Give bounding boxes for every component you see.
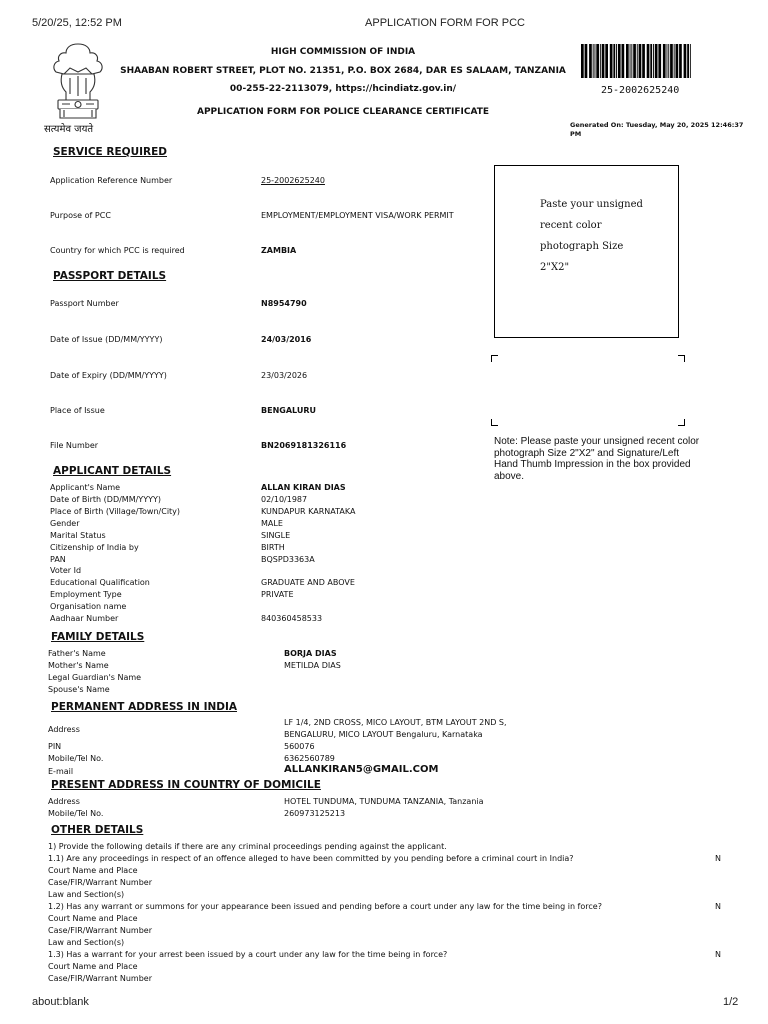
field-label: PIN	[48, 742, 62, 751]
field-label: Application Reference Number	[50, 176, 173, 185]
field-label: Country for which PCC is required	[50, 246, 185, 255]
field-label: Gender	[50, 519, 80, 528]
field-value: 840360458533	[261, 614, 323, 623]
barcode-bar	[687, 44, 689, 78]
barcode-bar	[650, 44, 652, 78]
field-label: Court Name and Place	[48, 866, 138, 875]
field-value: 6362560789	[284, 754, 335, 763]
field-label: Legal Guardian's Name	[48, 673, 142, 682]
barcode-bar	[605, 44, 608, 78]
field-value: BORJA DIAS	[284, 649, 337, 658]
field-value: BN2069181326116	[261, 441, 347, 450]
field-value: N8954790	[261, 299, 307, 308]
field-label: Court Name and Place	[48, 962, 138, 971]
barcode-bar	[589, 44, 592, 78]
barcode-bar	[602, 44, 605, 78]
field-label: Spouse's Name	[48, 685, 110, 694]
field-label: Passport Number	[50, 299, 119, 308]
field-value: 24/03/2016	[261, 335, 312, 344]
barcode-bar	[639, 44, 642, 78]
family-heading: FAMILY DETAILS	[51, 631, 145, 643]
photo-instruction-line: 2"X2"	[540, 262, 570, 273]
barcode-bar	[613, 44, 615, 78]
field-value: LF 1/4, 2ND CROSS, MICO LAYOUT, BTM LAYOUT 2ND S,	[284, 718, 507, 727]
field-value: PRIVATE	[261, 590, 294, 599]
signature-box-corner	[678, 355, 685, 362]
barcode-bar	[622, 44, 625, 78]
field-label: Marital Status	[50, 531, 106, 540]
signature-box-corner	[491, 355, 498, 362]
barcode-bar	[676, 44, 679, 78]
applicant-heading: APPLICANT DETAILS	[53, 465, 172, 477]
field-label: Mother's Name	[48, 661, 109, 670]
national-emblem-icon	[40, 38, 116, 134]
barcode-bar	[667, 44, 668, 78]
barcode-bar	[647, 44, 650, 78]
barcode-bar	[585, 44, 588, 78]
field-value: BENGALURU	[261, 406, 316, 415]
print-page-title: APPLICATION FORM FOR PCC	[365, 17, 525, 29]
barcode-bar	[655, 44, 658, 78]
field-label: Employment Type	[50, 590, 122, 599]
generated-on-continued: PM	[570, 130, 582, 138]
field-label: Case/FIR/Warrant Number	[48, 974, 153, 983]
field-label: Date of Expiry (DD/MM/YYYY)	[50, 371, 167, 380]
photo-note	[494, 436, 699, 482]
field-value: BQSPD3363A	[261, 555, 315, 564]
field-value: EMPLOYMENT/EMPLOYMENT VISA/WORK PERMIT	[261, 211, 454, 220]
field-label: Place of Issue	[50, 406, 105, 415]
field-value: ALLAN KIRAN DIAS	[261, 483, 346, 492]
barcode-bar	[595, 44, 596, 78]
field-label: Court Name and Place	[48, 914, 138, 923]
field-value: ALLANKIRAN5@GMAIL.COM	[284, 764, 439, 775]
barcode-image	[580, 44, 692, 78]
photo-note-line: photograph Size 2"X2" and Signature/Left	[494, 447, 680, 459]
barcode-bar	[684, 44, 687, 78]
question-1-1: 1.1) Are any proceedings in respect of an offence alleged to have been committed by you pending before a criminal court in India?	[48, 854, 574, 863]
barcode-bar	[653, 44, 654, 78]
field-label: Case/FIR/Warrant Number	[48, 878, 153, 887]
photo-instructions	[540, 194, 643, 278]
field-value: SINGLE	[261, 531, 291, 540]
field-value: 260973125213	[284, 809, 346, 818]
photo-note-line: Note: Please paste your unsigned recent color	[494, 436, 700, 447]
answer-1-3: N	[715, 950, 721, 959]
barcode-bar	[593, 44, 594, 78]
field-value: ZAMBIA	[261, 246, 297, 255]
field-label: E-mail	[48, 767, 74, 776]
barcode-bar	[658, 44, 661, 78]
field-value: GRADUATE AND ABOVE	[261, 578, 355, 587]
service-heading: SERVICE REQUIRED	[53, 146, 167, 158]
barcode-bar	[626, 44, 629, 78]
print-footer-url: about:blank	[32, 996, 89, 1008]
photo-instruction-line: photograph Size	[540, 241, 624, 252]
permanent-address-heading: PERMANENT ADDRESS IN INDIA	[51, 701, 238, 713]
barcode-bar	[668, 44, 669, 78]
field-label: Father's Name	[48, 649, 106, 658]
barcode-number: 25-2002625240	[601, 85, 680, 96]
print-page-number: 1/2	[723, 996, 739, 1008]
emblem-motto: सत्यमेव जयते	[44, 124, 94, 135]
barcode-bar	[618, 44, 621, 78]
barcode-bar	[616, 44, 617, 78]
field-label: Mobile/Tel No.	[48, 754, 104, 763]
other-details-heading: OTHER DETAILS	[51, 824, 144, 836]
barcode-bar	[630, 44, 631, 78]
other-intro: 1) Provide the following details if there are any criminal proceedings pending against the applicant.	[48, 842, 447, 851]
field-value: MALE	[261, 519, 283, 528]
barcode-bar	[690, 44, 691, 78]
photo-note-line: above.	[494, 470, 525, 482]
field-value: 23/03/2026	[261, 371, 308, 380]
field-label: Date of Birth (DD/MM/YYYY)	[50, 495, 161, 504]
field-value: METILDA DIAS	[284, 661, 341, 670]
barcode-bar	[674, 44, 675, 78]
answer-1-1: N	[715, 854, 721, 863]
field-label: PAN	[50, 555, 66, 564]
barcode-bar	[631, 44, 632, 78]
field-value: 560076	[284, 742, 315, 751]
field-label: Educational Qualification	[50, 578, 150, 587]
field-value: HOTEL TUNDUMA, TUNDUMA TANZANIA, Tanzania	[284, 797, 484, 806]
barcode-bar	[633, 44, 636, 78]
field-label: Law and Section(s)	[48, 938, 125, 947]
barcode-bar	[670, 44, 673, 78]
field-label: Citizenship of India by	[50, 543, 139, 552]
photo-note-line: Hand Thumb Impression in the box provided	[494, 459, 691, 470]
field-label: Case/FIR/Warrant Number	[48, 926, 153, 935]
barcode-bar	[600, 44, 601, 78]
field-label: Mobile/Tel No.	[48, 809, 104, 818]
field-value: BIRTH	[261, 543, 285, 552]
print-datetime: 5/20/25, 12:52 PM	[32, 17, 122, 29]
photo-instruction-line: recent color	[540, 220, 602, 231]
field-label: File Number	[50, 441, 99, 450]
org-address: SHAABAN ROBERT STREET, PLOT NO. 21351, P.O. BOX 2684, DAR ES SALAAM, TANZANIA	[120, 66, 566, 76]
field-value: KUNDAPUR KARNATAKA	[261, 507, 356, 516]
org-name: HIGH COMMISSION OF INDIA	[270, 47, 416, 57]
present-address-heading: PRESENT ADDRESS IN COUNTRY OF DOMICILE	[51, 779, 321, 791]
question-1-3: 1.3) Has a warrant for your arrest been issued by a court under any law for the time being in force?	[48, 950, 448, 959]
field-value: 25-2002625240	[261, 176, 325, 185]
field-label: Date of Issue (DD/MM/YYYY)	[50, 335, 163, 344]
barcode-bar	[663, 44, 666, 78]
field-value: BENGALURU, MICO LAYOUT Bengaluru, Karnataka	[284, 730, 483, 739]
field-label: Address	[48, 797, 80, 806]
barcode-bar	[637, 44, 638, 78]
photo-instruction-line: Paste your unsigned	[540, 199, 643, 210]
generated-on: Generated On: Tuesday, May 20, 2025 12:46:37	[570, 121, 744, 129]
field-label: Address	[48, 725, 80, 734]
barcode-bar	[642, 44, 645, 78]
barcode-bar	[581, 44, 584, 78]
passport-heading: PASSPORT DETAILS	[53, 270, 167, 282]
field-value: 02/10/1987	[261, 495, 308, 504]
org-contact: 00-255-22-2113079, https://hcindiatz.gov.in/	[229, 84, 457, 94]
field-label: Voter Id	[50, 566, 82, 575]
answer-1-2: N	[715, 902, 721, 911]
field-label: Law and Section(s)	[48, 890, 125, 899]
field-label: Applicant's Name	[50, 483, 121, 492]
signature-box-corner	[678, 419, 685, 426]
form-title: APPLICATION FORM FOR POLICE CLEARANCE CERTIFICATE	[196, 107, 490, 117]
field-label: Place of Birth (Village/Town/City)	[50, 507, 181, 516]
barcode-bar	[679, 44, 682, 78]
field-label: Organisation name	[50, 602, 127, 611]
barcode-bar	[596, 44, 599, 78]
field-label: Purpose of PCC	[50, 211, 111, 220]
barcode-bar	[610, 44, 613, 78]
signature-box-corner	[491, 419, 498, 426]
question-1-2: 1.2) Has any warrant or summons for your appearance been issued and pending before a court under any law for the time being in force?	[48, 902, 602, 911]
field-label: Aadhaar Number	[50, 614, 119, 623]
